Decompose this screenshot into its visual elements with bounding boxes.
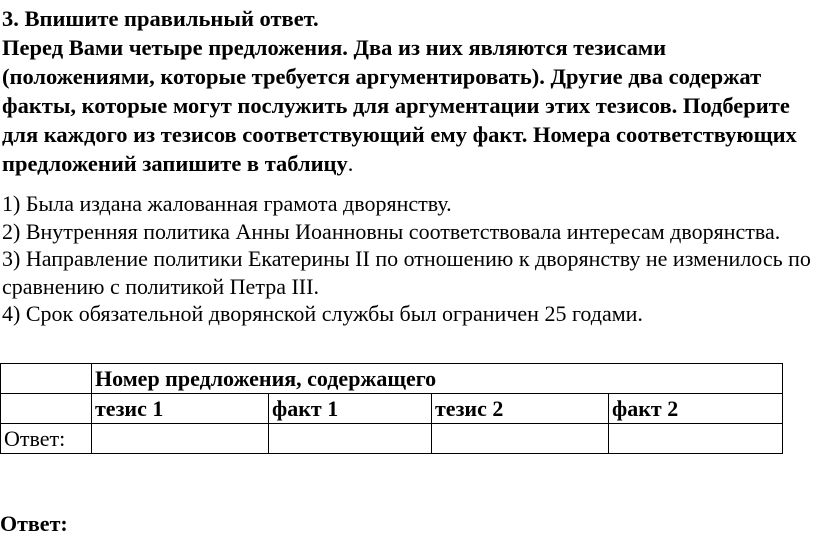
column-header-fact-2: факт 2 xyxy=(609,394,783,424)
answer-cell-fact-2[interactable] xyxy=(609,424,783,454)
statement-4: 4) Срок обязательной дворянской службы был ограничен 25 годами. xyxy=(2,301,643,326)
column-header-fact-1: факт 1 xyxy=(269,394,432,424)
task-instruction: Перед Вами четыре предложения. Два из них являются тезисами (положениями, которые требуется аргументировать). Другие два содержат факты, которые могут послужить для аргументации этих тезисов. Подберите для каждого из тезисов соответствующий ему факт. Номера соответствующих предложений запишите в таблицу xyxy=(2,35,797,176)
task-header xyxy=(2,4,812,178)
table-corner-cell xyxy=(1,364,92,394)
answer-table xyxy=(0,363,783,454)
answer-row-label: Ответ: xyxy=(1,424,92,454)
table-header-row xyxy=(1,364,783,394)
answer-cell-fact-1[interactable] xyxy=(269,424,432,454)
table-columns-row xyxy=(1,394,783,424)
table-answer-row xyxy=(1,424,783,454)
statement-3: 3) Направление политики Екатерины II по отношению к дворянству не изменилось по сравнению с политикой Петра III. xyxy=(2,246,811,299)
statement-list xyxy=(2,190,812,328)
column-header-thesis-2: тезис 2 xyxy=(432,394,609,424)
column-header-thesis-1: тезис 1 xyxy=(92,394,269,424)
table-group-header: Номер предложения, содержащего xyxy=(92,364,783,394)
task-instruction-end: . xyxy=(347,151,354,176)
table-empty-cell xyxy=(1,394,92,424)
task-page xyxy=(2,4,812,328)
task-title: 3. Впишите правильный ответ. xyxy=(2,6,319,31)
statement-1: 1) Была издана жалованная грамота дворянству. xyxy=(2,191,452,216)
statement-2: 2) Внутренняя политика Анны Иоанновны соответствовала интересам дворянства. xyxy=(2,218,781,244)
answer-label: Ответ: xyxy=(0,511,68,536)
answer-cell-thesis-1[interactable] xyxy=(92,424,269,454)
answer-cell-thesis-2[interactable] xyxy=(432,424,609,454)
